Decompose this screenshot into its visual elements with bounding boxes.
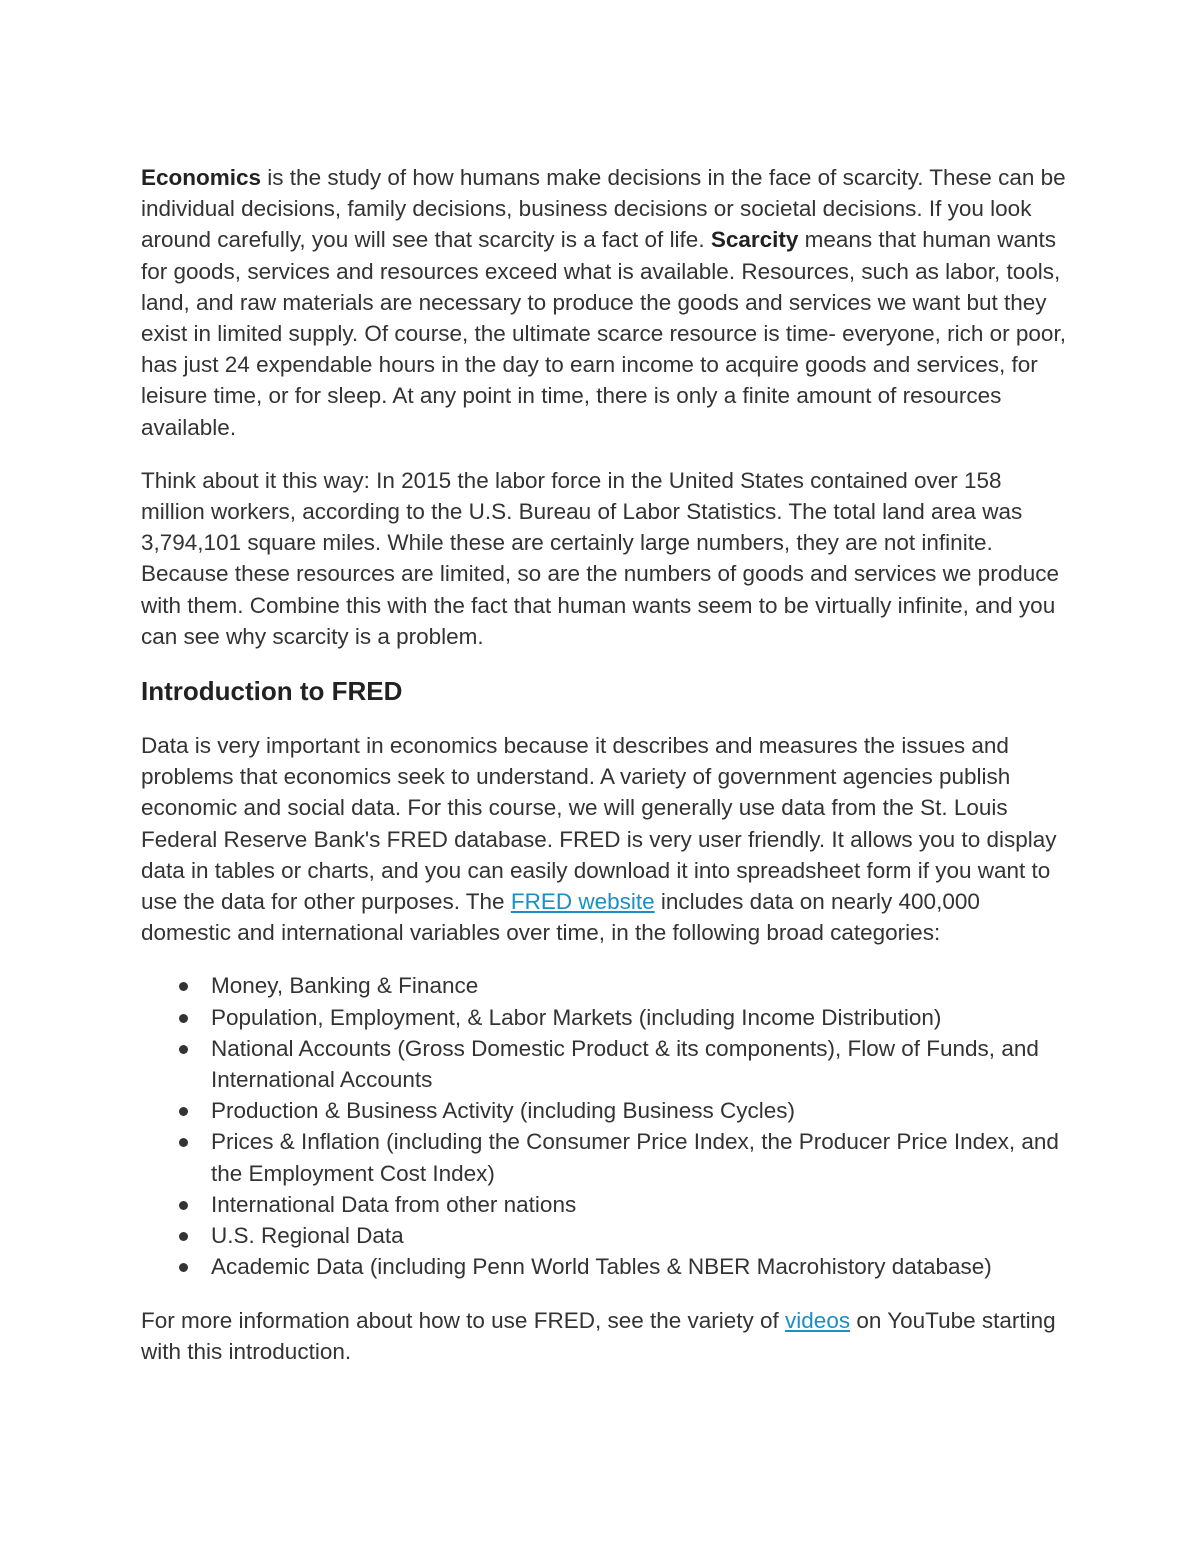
text-run: is the study of how humans make decisions in the face of scarcity. These can be individual decisions, family decisions, business decisions or societal decisions. If you look around carefully, you will see that scarcity is a fact of life. bbox=[141, 165, 1066, 253]
list-item bbox=[141, 970, 1066, 1001]
bullet-icon bbox=[179, 1232, 188, 1241]
bullet-icon bbox=[179, 1014, 188, 1023]
list-item bbox=[141, 1126, 1066, 1188]
bullet-icon bbox=[179, 1138, 188, 1147]
list-item-text: Academic Data (including Penn World Tables & NBER Macrohistory database) bbox=[211, 1254, 992, 1280]
paragraph bbox=[141, 730, 1066, 948]
document-page bbox=[141, 162, 1066, 1389]
bullet-icon bbox=[179, 982, 188, 991]
bold-term: Scarcity bbox=[710, 227, 799, 253]
closing-paragraphs bbox=[141, 1305, 1066, 1367]
paragraph bbox=[141, 465, 1066, 652]
bullet-icon bbox=[179, 1201, 188, 1210]
link-fred-website[interactable]: FRED website bbox=[510, 889, 655, 915]
bullet-icon bbox=[179, 1263, 188, 1272]
intro-paragraphs bbox=[141, 162, 1066, 652]
text-run: means that human wants for goods, services and resources exceed what is available. Resources, such as labor, tools, land, and raw materials are necessary to produce the goods and services we want but they exist in limited supply. Of course, the ultimate scarce resource is time- everyone, rich or poor, has just 24 expendable hours in the day to earn income to acquire goods and services, for leisure time, or for sleep. At any point in time, there is only a finite amount of resources available. bbox=[141, 227, 1066, 440]
paragraph bbox=[141, 1305, 1066, 1367]
category-list bbox=[141, 970, 1066, 1282]
bold-term: Economics bbox=[141, 165, 262, 190]
text-run: includes data on nearly 400,000 domestic and international variables over time, in the following broad categories: bbox=[141, 889, 980, 946]
text-run: For more information about how to use FRED, see the variety of bbox=[141, 1307, 786, 1333]
list-item bbox=[141, 1002, 1066, 1033]
section-heading: Introduction to FRED bbox=[141, 676, 403, 707]
text-run: Data is very important in economics because it describes and measures the issues and problems that economics seek to understand. A variety of government agencies publish economic and social data. For this course, we will generally use data from the St. Louis Federal Reserve Bank's FRED database. FRED is very user friendly. It allows you to display data in tables or charts, and you can easily download it into spreadsheet form if you want to use the data for other purposes. The bbox=[141, 733, 1057, 915]
text-run: Think about it this way: In 2015 the labor force in the United States contained over 158 million workers, according to the U.S. Bureau of Labor Statistics. The total land area was 3,794,101 square miles. While these are certainly large numbers, they are not infinite. Because these resources are limited, so are the numbers of goods and services we produce with them. Combine this with the fact that human wants seem to be virtually infinite, and you can see why scarcity is a problem. bbox=[141, 467, 1059, 649]
list-item-text: Prices & Inflation (including the Consumer Price Index, the Producer Price Index, and the Employment Cost Index) bbox=[211, 1129, 1059, 1186]
list-item-text: National Accounts (Gross Domestic Product & its components), Flow of Funds, and International Accounts bbox=[211, 1035, 1039, 1093]
fred-paragraphs bbox=[141, 730, 1066, 948]
list-item bbox=[141, 1095, 1066, 1126]
link-videos[interactable]: videos bbox=[785, 1307, 851, 1333]
list-item bbox=[141, 1220, 1066, 1251]
list-item-text: Money, Banking & Finance bbox=[211, 973, 479, 999]
list-item-text: U.S. Regional Data bbox=[211, 1223, 404, 1249]
bullet-icon bbox=[179, 1045, 188, 1054]
list-item-text: Population, Employment, & Labor Markets (including Income Distribution) bbox=[211, 1004, 942, 1030]
list-item bbox=[141, 1033, 1066, 1095]
text-run: on YouTube starting with this introduction. bbox=[141, 1307, 1056, 1364]
list-item bbox=[141, 1189, 1066, 1220]
paragraph bbox=[141, 162, 1066, 443]
list-item bbox=[141, 1251, 1066, 1282]
list-item-text: Production & Business Activity (including Business Cycles) bbox=[211, 1098, 796, 1124]
bullet-icon bbox=[179, 1107, 188, 1116]
list-item-text: International Data from other nations bbox=[211, 1191, 577, 1217]
